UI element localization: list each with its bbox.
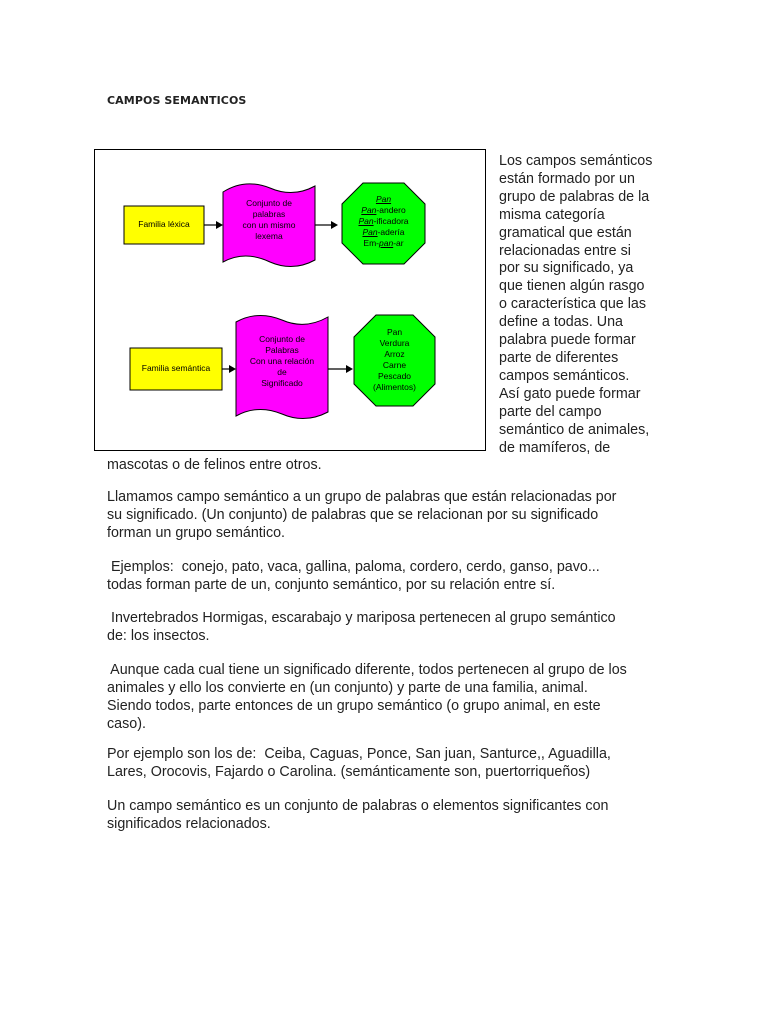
text-line: semántico de animales, xyxy=(499,421,650,438)
text-line: misma categoría xyxy=(499,206,605,223)
text-line: de mamíferos, de xyxy=(499,439,611,456)
lexical-family-label: Familia léxica xyxy=(138,219,190,229)
text-line: parte del campo xyxy=(499,403,602,420)
arrowhead xyxy=(346,365,353,373)
set-line: lexema xyxy=(255,231,283,241)
paragraph-definition xyxy=(107,489,667,543)
text-line: están formado por un xyxy=(499,170,635,187)
text-line: que tienen algún rasgo xyxy=(499,278,645,295)
set-line: Conjunto de xyxy=(259,334,305,344)
text-line: de: los insectos. xyxy=(107,627,210,644)
octagon-line: Pan-adería xyxy=(362,227,405,237)
text-line: forman un grupo semántico. xyxy=(107,524,286,541)
text-line: grupo de palabras de la xyxy=(499,188,650,205)
arrowhead xyxy=(216,221,223,229)
text-line: Llamamos campo semántico a un grupo de palabras que están relacionadas por xyxy=(107,489,617,505)
set-line: Con una relación xyxy=(249,356,315,366)
semantic-family-label: Familia semántica xyxy=(141,363,211,373)
paragraph-conclusion xyxy=(107,798,667,834)
text-line: palabra puede formar xyxy=(499,332,636,349)
text-line: Por ejemplo son los de: Ceiba, Caguas, Ponce, San juan, Santurce,, Aguadilla, xyxy=(107,746,611,762)
paragraph-animals xyxy=(107,662,667,734)
text-line: por su significado, ya xyxy=(499,260,634,277)
side-paragraph-continuation: mascotas o de felinos entre otros. xyxy=(107,457,322,473)
paragraph-places xyxy=(107,746,667,782)
diagram-shapes xyxy=(95,150,485,450)
semantic-octagon-label xyxy=(354,327,435,393)
set-line: de xyxy=(277,367,287,377)
octagon-line: Pan-ificadora xyxy=(358,216,409,226)
octagon-line: Pan xyxy=(386,327,403,337)
text-line: parte de diferentes xyxy=(499,349,619,366)
text-line: significados relacionados. xyxy=(107,815,271,832)
octagon-line: Pan-andero xyxy=(361,205,406,215)
text-line: Los campos semánticos xyxy=(499,153,653,169)
text-line: Así gato puede formar xyxy=(499,385,641,402)
set-line: con un mismo xyxy=(242,220,296,230)
text-line: caso). xyxy=(107,715,146,732)
text-line: gramatical que están xyxy=(499,224,632,241)
semantic-field-diagram xyxy=(94,149,486,451)
text-line: Invertebrados Hormigas, escarabajo y mariposa pertenecen al grupo semántico xyxy=(107,610,616,626)
set-line: Conjunto de xyxy=(246,198,292,208)
text-line: animales y ello los convierte en (un conjunto) y parte de una familia, animal. xyxy=(107,679,588,696)
set-line: Significado xyxy=(261,378,303,388)
page-title: CAMPOS SEMANTICOS xyxy=(107,94,247,107)
lexical-set-label xyxy=(223,198,315,242)
text-line: Un campo semántico es un conjunto de palabras o elementos significantes con xyxy=(107,798,609,814)
octagon-line: Em-pan-ar xyxy=(363,238,404,248)
side-paragraph xyxy=(499,153,679,457)
paragraph-examples xyxy=(107,559,667,595)
octagon-line: Pan xyxy=(375,194,392,204)
text-line: o característica que las xyxy=(499,296,647,313)
set-line: Palabras xyxy=(265,345,299,355)
text-line: Siendo todos, parte entonces de un grupo semántico (o grupo animal, en este xyxy=(107,697,601,714)
text-line: campos semánticos. xyxy=(499,367,630,384)
set-line: palabras xyxy=(252,209,286,219)
text-line: Ejemplos: conejo, pato, vaca, gallina, paloma, cordero, cerdo, ganso, pavo... xyxy=(107,559,600,575)
octagon-line: (Alimentos) xyxy=(373,382,416,392)
octagon-line: Pescado xyxy=(377,371,412,381)
lexical-octagon-label xyxy=(342,194,425,249)
text-line: todas forman parte de un, conjunto semántico, por su relación entre sí. xyxy=(107,576,556,593)
arrowhead xyxy=(229,365,236,373)
arrowhead xyxy=(331,221,338,229)
text-line: relacionadas entre si xyxy=(499,242,631,259)
text-line: define a todas. Una xyxy=(499,314,623,331)
paragraph-invertebrates xyxy=(107,610,667,646)
text-line: Aunque cada cual tiene un significado diferente, todos pertenecen al grupo de los xyxy=(107,662,627,678)
text-line: Lares, Orocovis, Fajardo o Carolina. (semánticamente son, puertorriqueños) xyxy=(107,763,591,780)
semantic-set-label xyxy=(236,334,328,389)
text-line: su significado. (Un conjunto) de palabras que se relacionan por su significado xyxy=(107,506,599,523)
octagon-line: Arroz xyxy=(384,349,405,359)
octagon-line: Verdura xyxy=(379,338,410,348)
octagon-line: Carne xyxy=(382,360,407,370)
